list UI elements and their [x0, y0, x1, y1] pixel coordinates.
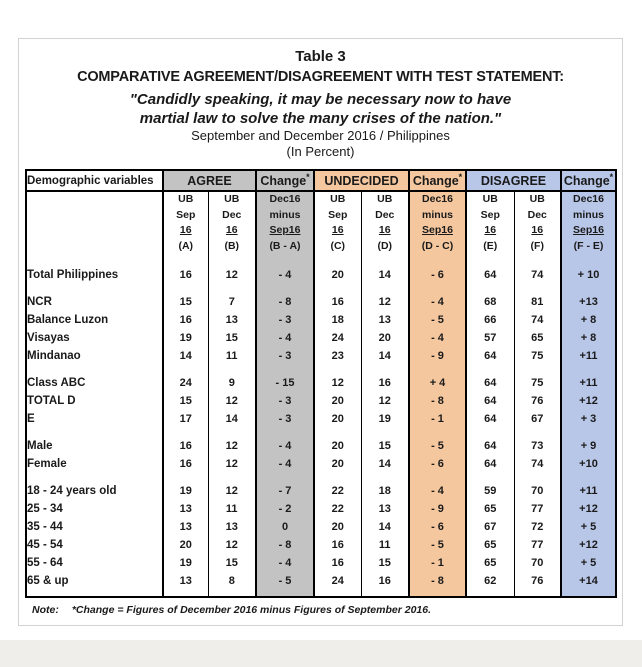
value-cell: 12 [314, 374, 361, 392]
value-cell: 76 [514, 572, 561, 590]
subheader-line: 16 [531, 224, 544, 236]
value-cell: +14 [561, 572, 616, 590]
value-cell: 15 [163, 392, 208, 410]
value-cell: + 3 [561, 410, 616, 428]
table-row [26, 311, 616, 329]
subheader-line: Dec [222, 208, 242, 221]
value-cell: 16 [314, 293, 361, 311]
value-cell: 11 [361, 536, 409, 554]
table-row [26, 500, 616, 518]
value-cell: 74 [514, 311, 561, 329]
value-cell: - 4 [256, 329, 314, 347]
undecided-header [314, 170, 409, 191]
value-cell: - 1 [409, 554, 466, 572]
table-row [26, 437, 616, 455]
value-cell: 57 [466, 329, 514, 347]
subheader-line: Sep [328, 208, 348, 221]
value-cell: - 8 [409, 572, 466, 590]
value-cell: - 7 [256, 482, 314, 500]
value-cell: 20 [314, 437, 361, 455]
value-cell: - 5 [409, 311, 466, 329]
table-row [26, 554, 616, 572]
subheader-line: Dec [527, 208, 547, 221]
subheader-line: Dec16 [422, 193, 453, 205]
subheader-line: (F) [530, 239, 544, 252]
value-cell: 15 [361, 437, 409, 455]
group-header-row [26, 170, 616, 191]
value-cell: 70 [514, 554, 561, 572]
value-cell: 14 [361, 347, 409, 365]
value-cell: - 4 [409, 329, 466, 347]
value-cell: + 5 [561, 554, 616, 572]
value-cell: - 4 [409, 293, 466, 311]
subheader-line: (D) [377, 239, 393, 252]
spacer-row [26, 365, 616, 374]
spacer-row [26, 284, 616, 293]
row-label: Female [26, 455, 163, 473]
table-row [26, 347, 616, 365]
spacer-row [26, 428, 616, 437]
subheader-line: Dec16 [573, 193, 604, 205]
row-label: Balance Luzon [26, 311, 163, 329]
value-cell: 13 [208, 518, 256, 536]
agree-change-header [256, 170, 314, 191]
value-cell: + 4 [409, 374, 466, 392]
value-cell: 18 [361, 482, 409, 500]
data-table [25, 169, 617, 598]
unit-label: (In Percent) [286, 144, 355, 159]
row-label: E [26, 410, 163, 428]
value-cell: 24 [314, 329, 361, 347]
value-cell: 17 [163, 410, 208, 428]
value-cell: - 4 [256, 455, 314, 473]
change-label: Change [412, 173, 459, 188]
value-cell: 20 [314, 455, 361, 473]
subheader-line: UB [529, 193, 545, 205]
value-cell: 12 [208, 455, 256, 473]
subheader-line: (A) [178, 239, 194, 252]
value-cell: - 5 [409, 536, 466, 554]
undecided-header-label: UNDECIDED [324, 173, 399, 188]
value-cell: 14 [361, 455, 409, 473]
value-cell: - 4 [256, 554, 314, 572]
value-cell: - 1 [409, 410, 466, 428]
subheader-line: Sep16 [269, 224, 301, 236]
note [32, 604, 622, 616]
value-cell: - 4 [256, 437, 314, 455]
value-cell: 66 [466, 311, 514, 329]
page-bottom-band [0, 640, 642, 667]
value-cell: 14 [361, 518, 409, 536]
change-asterisk: * [458, 171, 463, 182]
subheader-cell [208, 191, 256, 261]
value-cell: 19 [163, 554, 208, 572]
change-asterisk: * [609, 171, 614, 182]
value-cell: - 8 [409, 392, 466, 410]
quote-line-1: "Candidly speaking, it may be necessary now to have [129, 91, 512, 108]
value-cell: 14 [361, 266, 409, 284]
value-cell: 59 [466, 482, 514, 500]
table-row [26, 455, 616, 473]
value-cell: 11 [208, 500, 256, 518]
value-cell: 75 [514, 374, 561, 392]
note-label: Note: [32, 604, 59, 616]
value-cell: 64 [466, 266, 514, 284]
undecided-change-header [409, 170, 466, 191]
value-cell: 73 [514, 437, 561, 455]
value-cell: 64 [466, 374, 514, 392]
value-cell: - 15 [256, 374, 314, 392]
value-cell: - 4 [256, 266, 314, 284]
subheader-line: (E) [483, 239, 498, 252]
subheader-line: minus [422, 208, 453, 221]
subheader-line: 16 [484, 224, 497, 236]
value-cell: 13 [163, 572, 208, 590]
row-label: Total Philippines [26, 266, 163, 284]
value-cell: - 5 [409, 437, 466, 455]
value-cell: 15 [361, 554, 409, 572]
table-row [26, 392, 616, 410]
table-row [26, 518, 616, 536]
value-cell: - 3 [256, 347, 314, 365]
subheader-line: 16 [225, 224, 238, 236]
value-cell: 74 [514, 455, 561, 473]
subheader-line: Dec16 [269, 193, 301, 205]
disagree-change-header [561, 170, 616, 191]
value-cell: 13 [208, 311, 256, 329]
value-cell: 8 [208, 572, 256, 590]
value-cell: - 3 [256, 410, 314, 428]
table-row [26, 482, 616, 500]
value-cell: - 5 [256, 572, 314, 590]
value-cell: 9 [208, 374, 256, 392]
row-label: 35 - 44 [26, 518, 163, 536]
value-cell: 13 [361, 500, 409, 518]
value-cell: +13 [561, 293, 616, 311]
value-cell: +11 [561, 482, 616, 500]
subheader-cell [514, 191, 561, 261]
content-box [18, 38, 623, 626]
spacer-row [26, 473, 616, 482]
value-cell: +10 [561, 455, 616, 473]
value-cell: 16 [361, 572, 409, 590]
value-cell: 16 [163, 437, 208, 455]
subheader-line: Dec [375, 208, 395, 221]
value-cell: 77 [514, 500, 561, 518]
subheader-cell [163, 191, 208, 261]
note-text: *Change = Figures of December 2016 minus Figures of September 2016. [71, 604, 432, 616]
value-cell: + 8 [561, 311, 616, 329]
value-cell: 12 [361, 293, 409, 311]
subheader-line: (C) [330, 239, 346, 252]
row-label: TOTAL D [26, 392, 163, 410]
value-cell: +11 [561, 347, 616, 365]
value-cell: 65 [514, 329, 561, 347]
value-cell: 81 [514, 293, 561, 311]
value-cell: 12 [208, 392, 256, 410]
value-cell: 75 [514, 347, 561, 365]
row-label: Mindanao [26, 347, 163, 365]
value-cell: - 9 [409, 347, 466, 365]
value-cell: 16 [361, 374, 409, 392]
subheader-line: minus [573, 208, 604, 221]
value-cell: 67 [466, 518, 514, 536]
value-cell: 20 [361, 329, 409, 347]
value-cell: 16 [163, 311, 208, 329]
value-cell: - 8 [256, 293, 314, 311]
value-cell: 64 [466, 392, 514, 410]
value-cell: 13 [163, 500, 208, 518]
value-cell: + 5 [561, 518, 616, 536]
spacer-row [26, 590, 616, 597]
value-cell: 20 [163, 536, 208, 554]
value-cell: 12 [208, 437, 256, 455]
value-cell: 20 [314, 518, 361, 536]
subheader-line: (D - C) [421, 239, 454, 252]
row-label: 45 - 54 [26, 536, 163, 554]
change-label: Change [260, 173, 307, 188]
value-cell: - 8 [256, 536, 314, 554]
value-cell: 0 [256, 518, 314, 536]
value-cell: 65 [466, 500, 514, 518]
value-cell: 14 [208, 410, 256, 428]
value-cell: 67 [514, 410, 561, 428]
value-cell: 13 [361, 311, 409, 329]
value-cell: 12 [208, 482, 256, 500]
value-cell: 11 [208, 347, 256, 365]
value-cell: 24 [314, 572, 361, 590]
value-cell: 15 [163, 293, 208, 311]
subheader-line: (B - A) [269, 239, 301, 252]
value-cell: - 6 [409, 518, 466, 536]
subheader-line: UB [224, 193, 240, 205]
subheader-line: 16 [179, 224, 192, 236]
value-cell: 16 [314, 536, 361, 554]
value-cell: 20 [314, 266, 361, 284]
value-cell: 65 [466, 554, 514, 572]
table-row [26, 374, 616, 392]
value-cell: 16 [163, 455, 208, 473]
subheader-line: UB [482, 193, 498, 205]
value-cell: 15 [208, 329, 256, 347]
value-cell: 20 [314, 392, 361, 410]
row-label: Class ABC [26, 374, 163, 392]
value-cell: 12 [361, 392, 409, 410]
demo-header-cell: Demographic variables [26, 170, 163, 191]
value-cell: + 8 [561, 329, 616, 347]
value-cell: 18 [314, 311, 361, 329]
value-cell: 12 [208, 536, 256, 554]
value-cell: 20 [314, 410, 361, 428]
table-row [26, 536, 616, 554]
value-cell: 64 [466, 455, 514, 473]
value-cell: 19 [163, 482, 208, 500]
value-cell: 64 [466, 437, 514, 455]
subheader-cell [314, 191, 361, 261]
value-cell: 72 [514, 518, 561, 536]
row-label: 18 - 24 years old [26, 482, 163, 500]
value-cell: 64 [466, 347, 514, 365]
subheader-cell [466, 191, 514, 261]
subheader-line: UB [377, 193, 393, 205]
value-cell: + 10 [561, 266, 616, 284]
table-number: Table 3 [295, 48, 346, 65]
value-cell: 16 [163, 266, 208, 284]
value-cell: 62 [466, 572, 514, 590]
value-cell: 64 [466, 410, 514, 428]
value-cell: 74 [514, 266, 561, 284]
value-cell: - 3 [256, 311, 314, 329]
value-cell: - 9 [409, 500, 466, 518]
value-cell: 19 [361, 410, 409, 428]
value-cell: - 2 [256, 500, 314, 518]
value-cell: 76 [514, 392, 561, 410]
subheader-line: 16 [331, 224, 344, 236]
subheader-cell [256, 191, 314, 261]
value-cell: +12 [561, 536, 616, 554]
subheader-cell [561, 191, 616, 261]
value-cell: 22 [314, 482, 361, 500]
subheader-cell [361, 191, 409, 261]
table-row [26, 329, 616, 347]
disagree-header-label: DISAGREE [480, 173, 547, 188]
value-cell: 23 [314, 347, 361, 365]
value-cell: 70 [514, 482, 561, 500]
subheader-row [26, 191, 616, 261]
subheader-line: 16 [378, 224, 391, 236]
value-cell: 13 [163, 518, 208, 536]
value-cell: - 4 [409, 482, 466, 500]
value-cell: 19 [163, 329, 208, 347]
value-cell: 12 [208, 266, 256, 284]
value-cell: 24 [163, 374, 208, 392]
row-label: 55 - 64 [26, 554, 163, 572]
subheader-line: UB [178, 193, 194, 205]
subheader-line: UB [330, 193, 346, 205]
value-cell: 15 [208, 554, 256, 572]
change-label: Change [563, 173, 610, 188]
row-label: 65 & up [26, 572, 163, 590]
subtitle: September and December 2016 / Philippines [191, 128, 450, 143]
subheader-line: Sep16 [573, 224, 604, 236]
value-cell: - 6 [409, 266, 466, 284]
subheader-line: Sep [480, 208, 500, 221]
value-cell: 16 [314, 554, 361, 572]
value-cell: +11 [561, 374, 616, 392]
value-cell: 68 [466, 293, 514, 311]
change-asterisk: * [306, 171, 310, 182]
value-cell: 7 [208, 293, 256, 311]
row-label: Male [26, 437, 163, 455]
value-cell: 65 [466, 536, 514, 554]
value-cell: +12 [561, 500, 616, 518]
row-label: 25 - 34 [26, 500, 163, 518]
disagree-header [466, 170, 561, 191]
value-cell: + 9 [561, 437, 616, 455]
subheader-line: (B) [224, 239, 240, 252]
subheader-line: Sep16 [422, 224, 453, 236]
subheader-empty-cell [26, 191, 163, 261]
value-cell: +12 [561, 392, 616, 410]
subheader-line: minus [269, 208, 301, 221]
agree-header [163, 170, 256, 191]
table-row [26, 410, 616, 428]
table-row [26, 572, 616, 590]
agree-header-label: AGREE [187, 173, 232, 188]
subheader-line: (F - E) [573, 239, 604, 252]
value-cell: 22 [314, 500, 361, 518]
subheader-line: Sep [176, 208, 196, 221]
value-cell: 77 [514, 536, 561, 554]
value-cell: - 3 [256, 392, 314, 410]
table-row [26, 293, 616, 311]
row-label: Visayas [26, 329, 163, 347]
quote-line-2: martial law to solve the many crises of the nation." [139, 110, 502, 127]
table-heading: COMPARATIVE AGREEMENT/DISAGREEMENT WITH TEST STATEMENT: [77, 69, 564, 85]
row-label: NCR [26, 293, 163, 311]
table-row [26, 266, 616, 284]
value-cell: - 6 [409, 455, 466, 473]
subheader-cell [409, 191, 466, 261]
title-block [19, 48, 622, 160]
value-cell: 14 [163, 347, 208, 365]
